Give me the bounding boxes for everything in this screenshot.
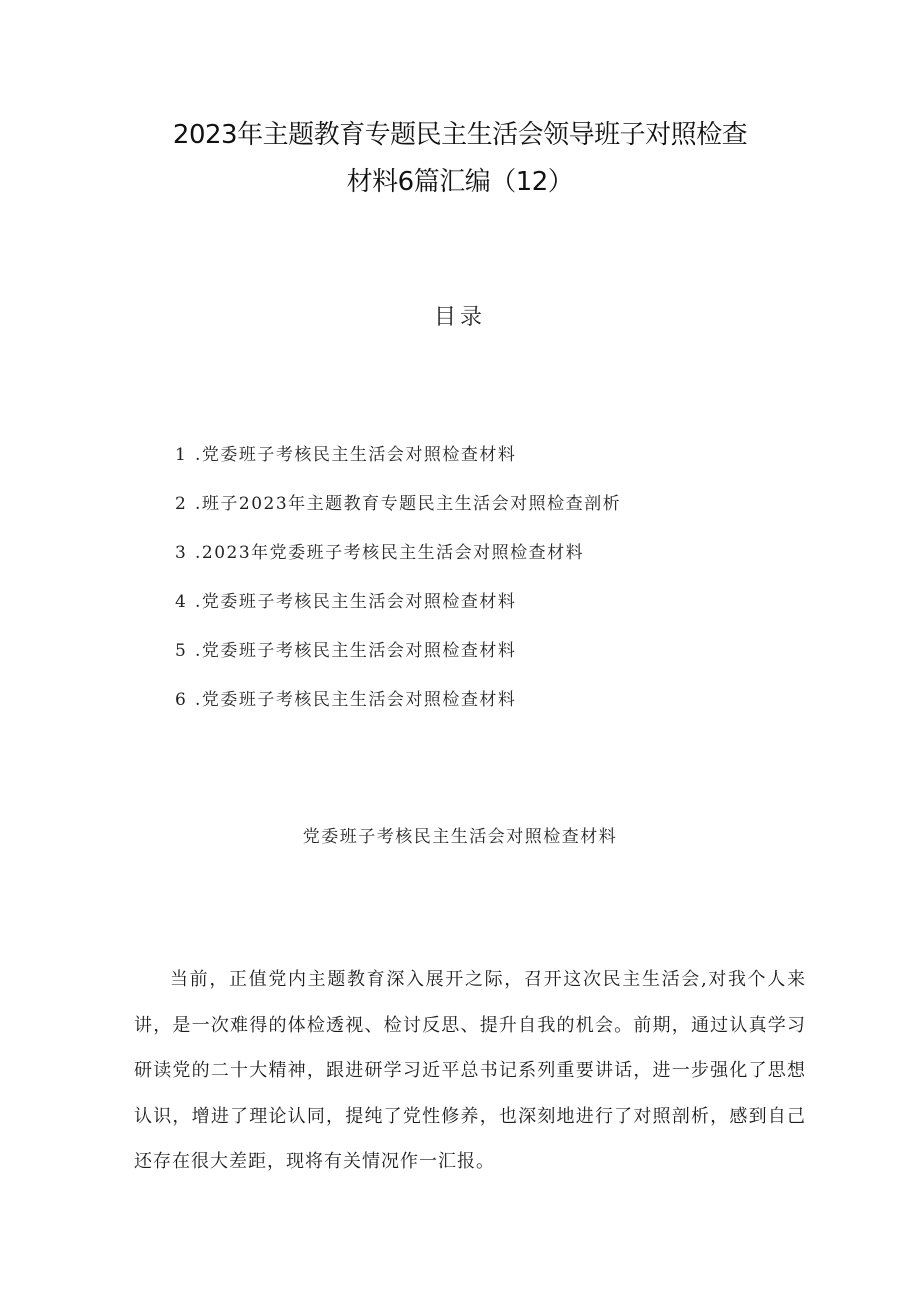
toc-item-text: .班子2023年主题教育专题民主生活会对照检查剖析	[195, 494, 622, 514]
toc-item-text: .2023年党委班子考核民主生活会对照检查材料	[195, 543, 585, 563]
toc-item-number: 3	[175, 543, 188, 563]
toc-item-text: .党委班子考核民主生活会对照检查材料	[195, 592, 517, 612]
table-of-contents	[175, 440, 795, 734]
toc-item	[175, 538, 795, 587]
toc-item-number: 1	[175, 445, 188, 465]
toc-item-text: .党委班子考核民主生活会对照检查材料	[195, 445, 517, 465]
toc-item	[175, 587, 795, 636]
toc-item	[175, 636, 795, 685]
document-title-line-2: 材料6篇汇编（12）	[346, 167, 574, 197]
toc-item	[175, 440, 795, 489]
toc-item-text: .党委班子考核民主生活会对照检查材料	[195, 690, 517, 710]
toc-item-number: 5	[175, 641, 188, 661]
toc-item-number: 2	[175, 494, 188, 514]
document-title-line-1: 2023年主题教育专题民主生活会领导班子对照检查	[172, 120, 748, 150]
body-paragraph: 当前，正值党内主题教育深入展开之际，召开这次民主生活会,对我个人来讲，是一次难得的体检透视、检讨反思、提升自我的机会。前期，通过认真学习研读党的二十大精神，跟进研学习近平总书记系列重要讲话，进一步强化了思想认识，增进了理论认同，提纯了党性修养，也深刻地进行了对照剖析，感到自己还存在很大差距，现将有关情况作一汇报。	[134, 969, 806, 1172]
toc-item	[175, 685, 795, 734]
toc-heading: 目录	[433, 305, 486, 330]
toc-item-number: 6	[175, 690, 188, 710]
toc-item-text: .党委班子考核民主生活会对照检查材料	[195, 641, 517, 661]
toc-item	[175, 489, 795, 538]
toc-item-number: 4	[175, 592, 188, 612]
section-title: 党委班子考核民主生活会对照检查材料	[302, 827, 618, 847]
